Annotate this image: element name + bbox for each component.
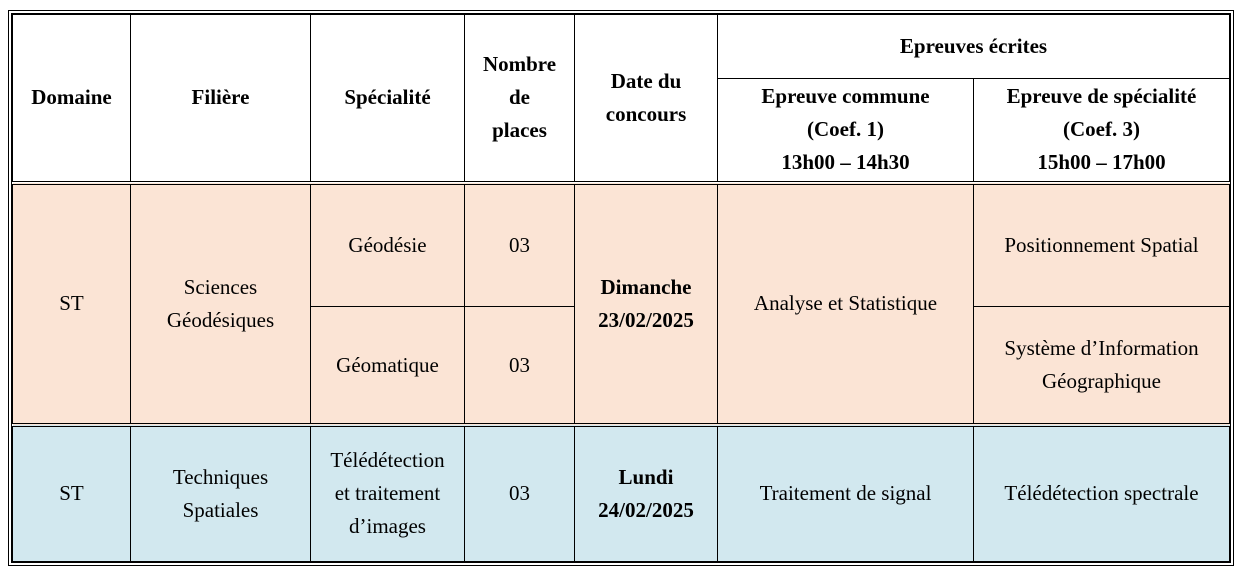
concours-table [12, 14, 1230, 562]
filiere-line: Sciences [183, 274, 258, 299]
table-row [13, 183, 1230, 307]
header-nombre-places-line: places [492, 118, 547, 143]
epreuve-specialite-line: Géographique [1042, 369, 1161, 394]
table-row [13, 425, 1230, 562]
header-specialite-line: (Coef. 3) [1063, 117, 1140, 142]
cell-specialite [311, 425, 465, 562]
header-specialite-line: 15h00 – 17h00 [1037, 150, 1166, 175]
cell-epreuve-specialite: Télédétection spectrale [974, 425, 1230, 562]
header-commune-line: (Coef. 1) [807, 117, 884, 142]
cell-domaine: ST [13, 425, 131, 562]
header-epreuve-commune [718, 79, 974, 183]
filiere-line: Techniques [172, 464, 269, 489]
header-epreuve-specialite [974, 79, 1230, 183]
header-date-concours [575, 15, 718, 183]
header-specialite-line: Epreuve de spécialité [1006, 84, 1197, 109]
header-nombre-places-line: de [509, 85, 530, 110]
filiere-line: Spatiales [182, 497, 259, 522]
concours-table-frame [8, 10, 1234, 566]
specialite-line: d’images [349, 514, 426, 539]
cell-filiere [131, 183, 311, 425]
cell-date [575, 425, 718, 562]
header-date-line: concours [605, 101, 687, 126]
cell-specialite: Géomatique [311, 307, 465, 425]
header-nombre-places-line: Nombre [482, 52, 557, 77]
header-filiere: Filière [131, 15, 311, 183]
cell-specialite: Géodésie [311, 183, 465, 307]
cell-domaine: ST [13, 183, 131, 425]
date-value: 24/02/2025 [598, 497, 694, 522]
date-value: 23/02/2025 [598, 307, 694, 332]
epreuve-specialite-line: Système d’Information [1004, 336, 1199, 361]
header-date-line: Date du [610, 68, 682, 93]
header-domaine: Domaine [13, 15, 131, 183]
cell-epreuve-specialite [974, 307, 1230, 425]
specialite-line: et traitement [334, 481, 441, 506]
date-day: Dimanche [600, 274, 692, 299]
header-commune-line: Epreuve commune [761, 84, 930, 109]
cell-places: 03 [465, 307, 575, 425]
cell-epreuve-commune: Analyse et Statistique [718, 183, 974, 425]
cell-places: 03 [465, 183, 575, 307]
header-nombre-places [465, 15, 575, 183]
date-day: Lundi [618, 464, 674, 489]
header-specialite: Spécialité [311, 15, 465, 183]
cell-date [575, 183, 718, 425]
filiere-line: Géodésiques [166, 307, 275, 332]
cell-epreuve-commune: Traitement de signal [718, 425, 974, 562]
header-commune-line: 13h00 – 14h30 [781, 150, 910, 175]
header-epreuves-ecrites: Epreuves écrites [718, 15, 1230, 79]
specialite-line: Télédétection [330, 448, 445, 473]
cell-filiere [131, 425, 311, 562]
cell-places: 03 [465, 425, 575, 562]
cell-epreuve-specialite: Positionnement Spatial [974, 183, 1230, 307]
